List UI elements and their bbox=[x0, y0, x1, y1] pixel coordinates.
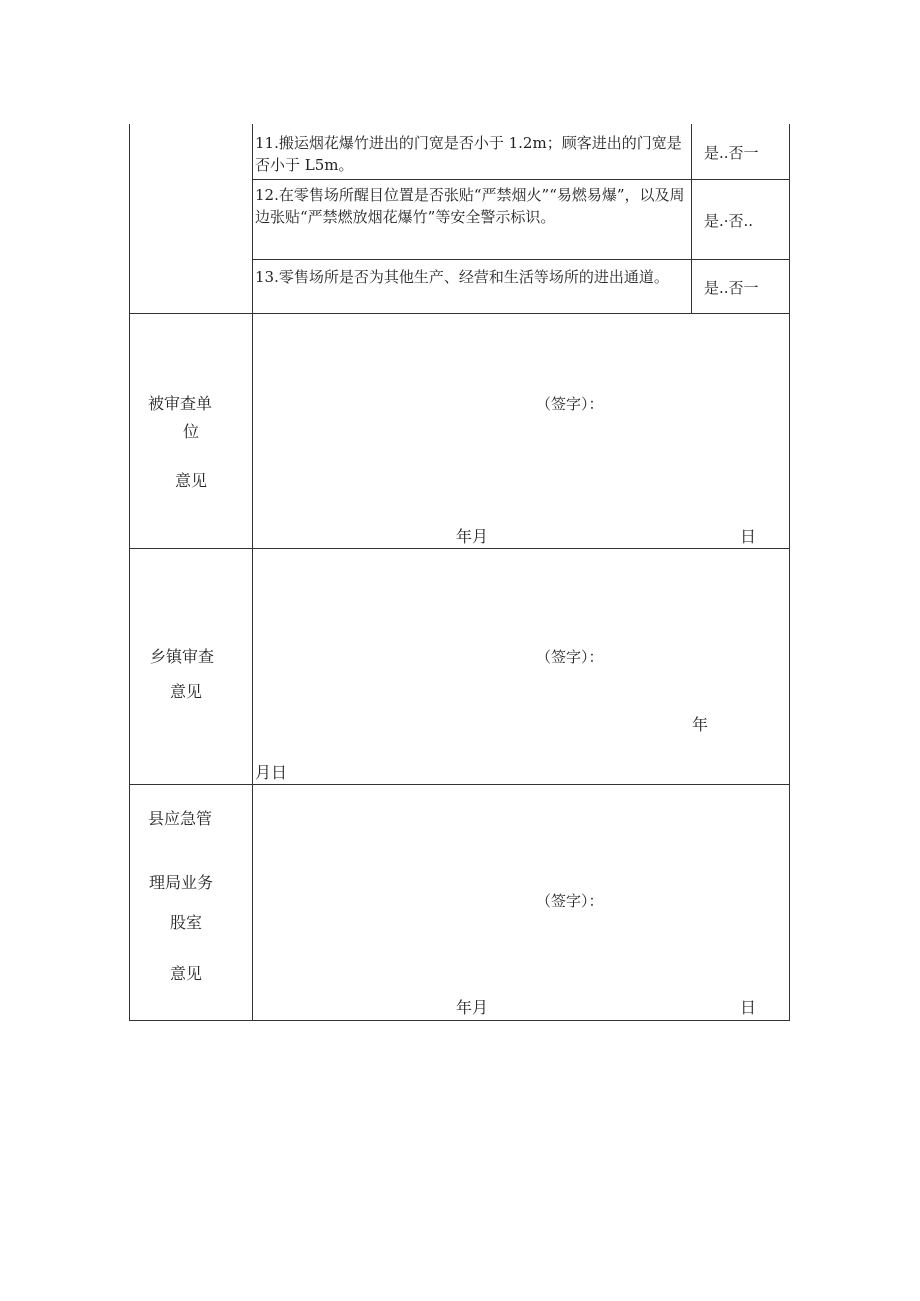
county-opinion-label-line3: 股室 bbox=[170, 913, 203, 932]
checklist-question-11: 11.搬运烟花爆竹进出的门宽是否小于 1.2m；顾客进出的门宽是否小于 L5m。 bbox=[255, 134, 682, 174]
county-opinion-label-line4: 意见 bbox=[170, 964, 203, 983]
county-opinion-label-line1: 县应急管 bbox=[148, 809, 213, 828]
unit-opinion-label-line3: 意见 bbox=[175, 471, 208, 490]
checklist-question-13: 13.零售场所是否为其他生产、经营和生活等场所的进出通道。 bbox=[255, 268, 669, 286]
unit-date-year-month: 年月 bbox=[456, 527, 489, 546]
town-opinion-label-line2: 意见 bbox=[170, 682, 203, 701]
unit-signature: （签字）： bbox=[536, 395, 604, 413]
table-bottom-border bbox=[129, 1020, 790, 1021]
table-left-border bbox=[129, 124, 130, 1021]
section-divider-county bbox=[129, 784, 790, 785]
town-date-year: 年 bbox=[692, 715, 709, 734]
county-date-day: 日 bbox=[740, 998, 757, 1017]
town-signature: （签字）： bbox=[536, 648, 604, 666]
county-date-year-month: 年月 bbox=[456, 998, 489, 1017]
county-opinion-label-line2: 理局业务 bbox=[149, 873, 214, 892]
answer-column-divider bbox=[691, 124, 692, 314]
county-signature: （签字）： bbox=[536, 892, 604, 910]
checklist-answer-11: 是..否一 bbox=[704, 144, 759, 162]
town-opinion-label-line1: 乡镇审查 bbox=[150, 647, 215, 666]
checklist-answer-13: 是..否一 bbox=[704, 279, 759, 297]
section-divider-unit bbox=[129, 313, 790, 314]
unit-date-day: 日 bbox=[740, 527, 757, 546]
row-divider-12-13 bbox=[252, 259, 790, 260]
unit-opinion-label-line1: 被审查单 bbox=[148, 394, 213, 413]
unit-opinion-label-line2: 位 bbox=[183, 422, 200, 441]
checklist-answer-12: 是.·否.. bbox=[704, 212, 754, 230]
row-divider-11-12 bbox=[252, 179, 790, 180]
town-date-month-day: 月日 bbox=[255, 763, 288, 782]
checklist-question-12: 12.在零售场所醒目位置是否张贴“严禁烟火”“易燃易爆”，以及周边张贴“严禁燃放烟花爆竹”等安全警示标识。 bbox=[255, 186, 685, 226]
section-divider-town bbox=[129, 548, 790, 549]
